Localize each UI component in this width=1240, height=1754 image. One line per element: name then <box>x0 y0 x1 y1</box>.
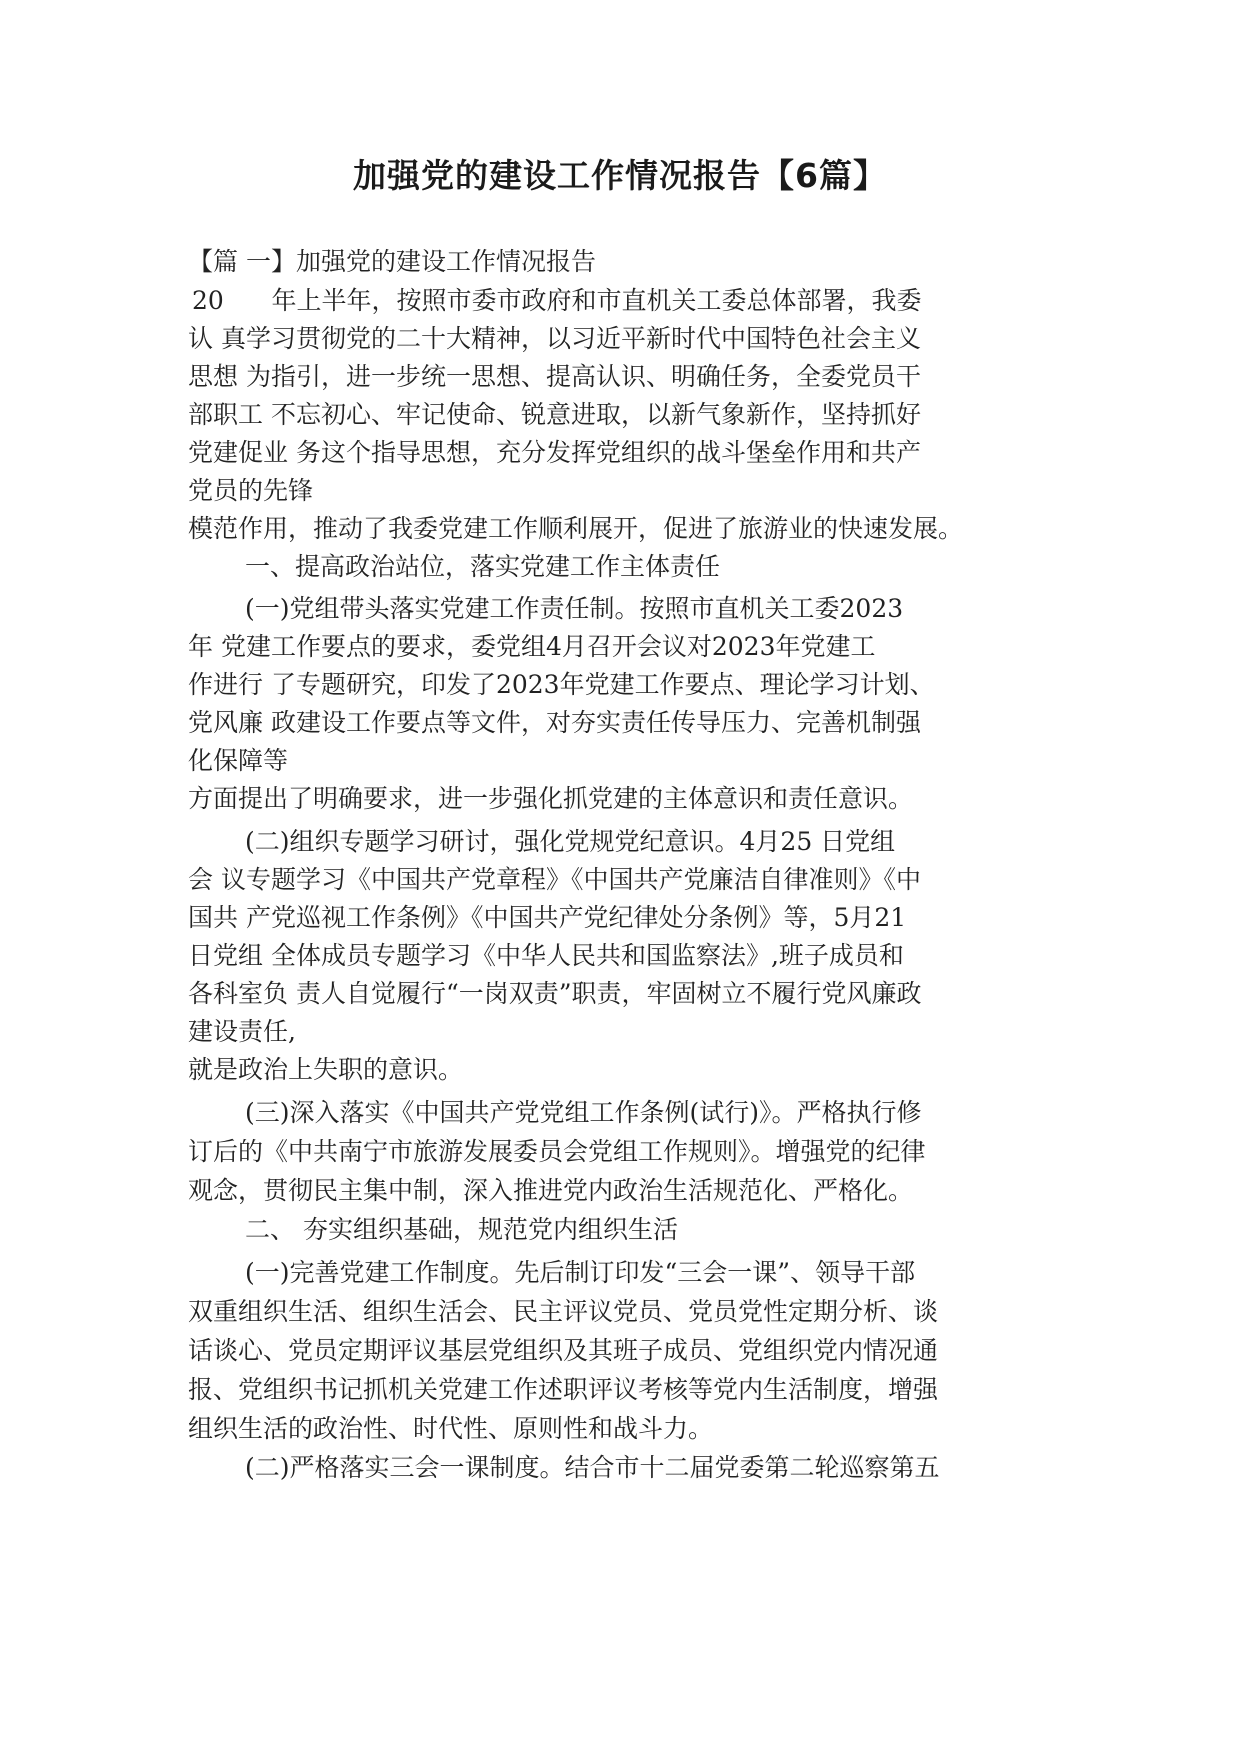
subsection-heading: 二、 夯实组织基础，规范党内组织生活 <box>245 1215 678 1244</box>
paragraph-line: 思想 为指引，进一步统一思想、提高认识、明确任务，全委党员干 <box>188 362 921 391</box>
paragraph-line: 方面提出了明确要求，进一步强化抓党建的主体意识和责任意识。 <box>188 784 914 813</box>
paragraph-line: 党风廉 政建设工作要点等文件，对夯实责任传导压力、完善机制强 <box>188 708 921 737</box>
paragraph-line: 20 年上半年，按照市委市政府和市直机关工委总体部署，我委 <box>192 286 922 315</box>
paragraph-line: (一)党组带头落实党建工作责任制。按照市直机关工委2023 <box>245 594 904 623</box>
paragraph-line: 化保障等 <box>188 746 289 775</box>
paragraph-line: 日党组 全体成员专题学习《中华人民共和国监察法》,班子成员和 <box>188 941 904 970</box>
paragraph-line: (二)组织专题学习研讨，强化党规党纪意识。4月25 日党组 <box>245 827 896 856</box>
paragraph-line: 双重组织生活、组织生活会、民主评议党员、党员党性定期分析、谈 <box>188 1297 939 1326</box>
paragraph-line: 各科室负 责人自觉履行“一岗双责”职责，牢固树立不履行党风廉政 <box>188 979 922 1008</box>
paragraph-line: 报、党组织书记抓机关党建工作述职评议考核等党内生活制度，增强 <box>188 1375 939 1404</box>
paragraph-line: 观念，贯彻民主集中制，深入推进党内政治生活规范化、严格化。 <box>188 1176 914 1205</box>
paragraph-line: 年 党建工作要点的要求，委党组4月召开会议对2023年党建工 <box>188 632 876 661</box>
paragraph-line: 模范作用，推动了我委党建工作顺利展开，促进了旅游业的快速发展。 <box>188 514 964 543</box>
paragraph-line: 会 议专题学习《中国共产党章程》《中国共产党廉洁自律准则》《中 <box>188 865 921 894</box>
paragraph-line: 认 真学习贯彻党的二十大精神，以习近平新时代中国特色社会主义 <box>188 324 921 353</box>
paragraph-line: 党建促业 务这个指导思想，充分发挥党组织的战斗堡垒作用和共产 <box>188 438 921 467</box>
paragraph-line: (三)深入落实《中国共产党党组工作条例(试行)》。严格执行修 <box>245 1098 922 1127</box>
section-heading: 【篇 一】加强党的建设工作情况报告 <box>188 247 596 276</box>
paragraph-line: 就是政治上失职的意识。 <box>188 1055 464 1084</box>
paragraph-line: 组织生活的政治性、时代性、原则性和战斗力。 <box>188 1414 714 1443</box>
paragraph-line: (二)严格落实三会一课制度。结合市十二届党委第二轮巡察第五 <box>245 1453 940 1482</box>
paragraph-line: 党员的先锋 <box>188 476 314 505</box>
paragraph-line: 国共 产党巡视工作条例》《中国共产党纪律处分条例》等，5月21 <box>188 903 907 932</box>
paragraph-line: 作进行 了专题研究，印发了2023年党建工作要点、理论学习计划、 <box>188 670 935 699</box>
paragraph-line: 部职工 不忘初心、牢记使命、锐意进取，以新气象新作，坚持抓好 <box>188 400 921 429</box>
paragraph-line: 订后的《中共南宁市旅游发展委员会党组工作规则》。增强党的纪律 <box>188 1137 926 1166</box>
document-title: 加强党的建设工作情况报告【6篇】 <box>353 156 887 195</box>
paragraph-line: 话谈心、党员定期评议基层党组织及其班子成员、党组织党内情况通 <box>188 1336 939 1365</box>
paragraph-line: (一)完善党建工作制度。先后制订印发“三会一课”、领导干部 <box>245 1258 916 1287</box>
paragraph-line: 建设责任, <box>188 1017 296 1046</box>
subsection-heading: 一、提高政治站位，落实党建工作主体责任 <box>245 552 721 581</box>
